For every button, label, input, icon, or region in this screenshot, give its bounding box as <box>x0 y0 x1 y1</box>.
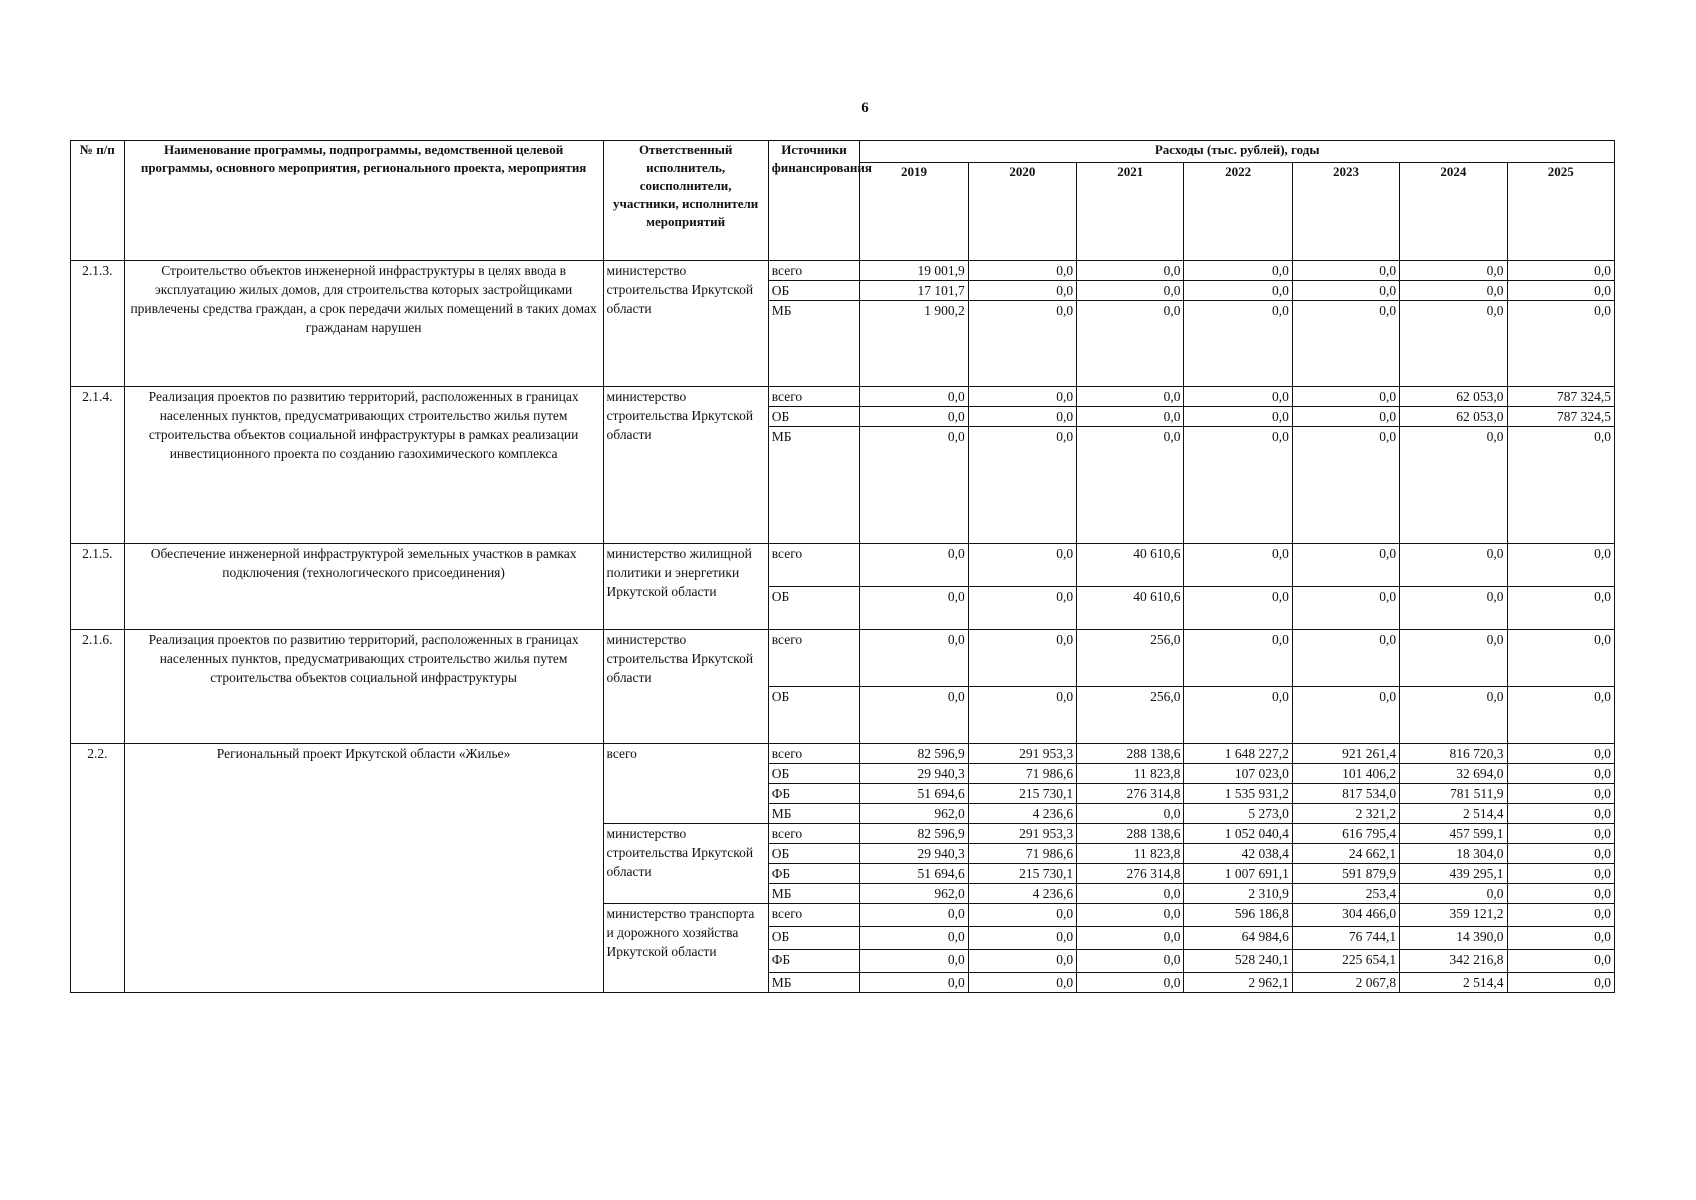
source-cell: ОБ <box>768 587 860 630</box>
value-cell: 0,0 <box>1507 630 1614 687</box>
value-cell: 0,0 <box>1077 884 1184 904</box>
value-cell: 0,0 <box>1507 281 1614 301</box>
value-cell: 0,0 <box>1292 261 1399 281</box>
value-cell: 0,0 <box>1077 950 1184 973</box>
value-cell: 616 795,4 <box>1292 824 1399 844</box>
value-cell: 0,0 <box>860 973 968 993</box>
value-cell: 0,0 <box>1077 407 1184 427</box>
value-cell: 0,0 <box>968 281 1076 301</box>
value-cell: 0,0 <box>968 387 1076 407</box>
value-cell: 0,0 <box>1292 301 1399 387</box>
value-cell: 0,0 <box>1507 950 1614 973</box>
value-cell: 0,0 <box>1077 387 1184 407</box>
row-executor: министерство транспорта и дорожного хозяйства Иркутской области <box>603 904 768 993</box>
row-number: 2.1.4. <box>71 387 125 544</box>
source-cell: МБ <box>768 973 860 993</box>
value-cell: 591 879,9 <box>1292 864 1399 884</box>
value-cell: 528 240,1 <box>1184 950 1292 973</box>
value-cell: 0,0 <box>1184 630 1292 687</box>
value-cell: 24 662,1 <box>1292 844 1399 864</box>
value-cell: 11 823,8 <box>1077 844 1184 864</box>
value-cell: 0,0 <box>1507 587 1614 630</box>
value-cell: 0,0 <box>1077 927 1184 950</box>
value-cell: 0,0 <box>860 544 968 587</box>
value-cell: 0,0 <box>1184 281 1292 301</box>
value-cell: 0,0 <box>968 687 1076 744</box>
value-cell: 0,0 <box>1507 261 1614 281</box>
value-cell: 0,0 <box>860 630 968 687</box>
source-cell: МБ <box>768 884 860 904</box>
value-cell: 0,0 <box>1507 744 1614 764</box>
value-cell: 0,0 <box>1507 904 1614 927</box>
value-cell: 0,0 <box>1507 784 1614 804</box>
value-cell: 0,0 <box>860 587 968 630</box>
header-year: 2020 <box>968 163 1076 261</box>
value-cell: 0,0 <box>1507 884 1614 904</box>
source-cell: ОБ <box>768 687 860 744</box>
value-cell: 51 694,6 <box>860 784 968 804</box>
source-cell: МБ <box>768 301 860 387</box>
value-cell: 18 304,0 <box>1400 844 1507 864</box>
value-cell: 0,0 <box>1292 387 1399 407</box>
source-cell: ОБ <box>768 927 860 950</box>
value-cell: 1 007 691,1 <box>1184 864 1292 884</box>
value-cell: 0,0 <box>1184 687 1292 744</box>
value-cell: 0,0 <box>1400 281 1507 301</box>
value-cell: 1 900,2 <box>860 301 968 387</box>
header-year: 2024 <box>1400 163 1507 261</box>
row-name: Реализация проектов по развитию территорий, расположенных в границах населенных пунктов, предусматривающих строительство жилья путем строительства объектов социальной инфраструктуры в рамках реализации инвестиционного проекта по созданию газохимического комплекса <box>124 387 603 544</box>
value-cell: 359 121,2 <box>1400 904 1507 927</box>
value-cell: 0,0 <box>860 904 968 927</box>
row-executor: министерство жилищной политики и энергетики Иркутской области <box>603 544 768 630</box>
value-cell: 0,0 <box>860 407 968 427</box>
row-name: Реализация проектов по развитию территорий, расположенных в границах населенных пунктов, предусматривающих строительство жилья путем строительства объектов социальной инфраструктуры <box>124 630 603 744</box>
value-cell: 0,0 <box>968 587 1076 630</box>
value-cell: 29 940,3 <box>860 764 968 784</box>
value-cell: 253,4 <box>1292 884 1399 904</box>
value-cell: 0,0 <box>1292 630 1399 687</box>
value-cell: 291 953,3 <box>968 824 1076 844</box>
value-cell: 0,0 <box>1507 824 1614 844</box>
row-number: 2.1.3. <box>71 261 125 387</box>
header-executor: Ответственный исполнитель, соисполнители, участники, исполнители мероприятий <box>603 141 768 261</box>
value-cell: 0,0 <box>1077 973 1184 993</box>
value-cell: 0,0 <box>1077 804 1184 824</box>
value-cell: 0,0 <box>1400 884 1507 904</box>
table-row <box>71 630 1615 687</box>
value-cell: 0,0 <box>1184 427 1292 544</box>
row-executor: министерство строительства Иркутской области <box>603 824 768 904</box>
value-cell: 225 654,1 <box>1292 950 1399 973</box>
value-cell: 51 694,6 <box>860 864 968 884</box>
value-cell: 2 321,2 <box>1292 804 1399 824</box>
value-cell: 304 466,0 <box>1292 904 1399 927</box>
value-cell: 2 514,4 <box>1400 973 1507 993</box>
header-name: Наименование программы, подпрограммы, ведомственной целевой программы, основного мероприятия, регионального проекта, мероприятия <box>124 141 603 261</box>
value-cell: 0,0 <box>860 427 968 544</box>
value-cell: 1 052 040,4 <box>1184 824 1292 844</box>
value-cell: 787 324,5 <box>1507 407 1614 427</box>
value-cell: 0,0 <box>1507 687 1614 744</box>
source-cell: МБ <box>768 427 860 544</box>
value-cell: 0,0 <box>1400 630 1507 687</box>
value-cell: 32 694,0 <box>1400 764 1507 784</box>
value-cell: 0,0 <box>1507 427 1614 544</box>
value-cell: 4 236,6 <box>968 884 1076 904</box>
value-cell: 0,0 <box>1292 587 1399 630</box>
value-cell: 0,0 <box>1077 261 1184 281</box>
value-cell: 0,0 <box>1292 427 1399 544</box>
value-cell: 17 101,7 <box>860 281 968 301</box>
header-year: 2021 <box>1077 163 1184 261</box>
value-cell: 0,0 <box>1507 301 1614 387</box>
source-cell: ФБ <box>768 784 860 804</box>
value-cell: 107 023,0 <box>1184 764 1292 784</box>
table-row <box>71 544 1615 587</box>
value-cell: 0,0 <box>1184 301 1292 387</box>
source-cell: ОБ <box>768 407 860 427</box>
source-cell: всего <box>768 387 860 407</box>
value-cell: 0,0 <box>1077 281 1184 301</box>
value-cell: 439 295,1 <box>1400 864 1507 884</box>
budget-table <box>70 140 1615 993</box>
value-cell: 596 186,8 <box>1184 904 1292 927</box>
value-cell: 101 406,2 <box>1292 764 1399 784</box>
value-cell: 64 984,6 <box>1184 927 1292 950</box>
value-cell: 62 053,0 <box>1400 407 1507 427</box>
value-cell: 0,0 <box>968 904 1076 927</box>
value-cell: 0,0 <box>968 973 1076 993</box>
value-cell: 62 053,0 <box>1400 387 1507 407</box>
source-cell: ОБ <box>768 764 860 784</box>
value-cell: 0,0 <box>1184 261 1292 281</box>
value-cell: 288 138,6 <box>1077 824 1184 844</box>
source-cell: всего <box>768 544 860 587</box>
value-cell: 0,0 <box>1292 281 1399 301</box>
value-cell: 1 535 931,2 <box>1184 784 1292 804</box>
header-sources: Источники финансирования <box>768 141 860 261</box>
source-cell: всего <box>768 261 860 281</box>
row-executor: министерство строительства Иркутской области <box>603 387 768 544</box>
value-cell: 342 216,8 <box>1400 950 1507 973</box>
value-cell: 71 986,6 <box>968 844 1076 864</box>
value-cell: 276 314,8 <box>1077 784 1184 804</box>
page-number: 6 <box>861 100 869 116</box>
value-cell: 0,0 <box>968 630 1076 687</box>
row-number: 2.1.5. <box>71 544 125 630</box>
value-cell: 0,0 <box>1507 927 1614 950</box>
value-cell: 82 596,9 <box>860 744 968 764</box>
row-name: Обеспечение инженерной инфраструктурой земельных участков в рамках подключения (технологического присоединения) <box>124 544 603 630</box>
value-cell: 2 067,8 <box>1292 973 1399 993</box>
value-cell: 0,0 <box>968 544 1076 587</box>
value-cell: 0,0 <box>860 687 968 744</box>
value-cell: 0,0 <box>1292 407 1399 427</box>
source-cell: МБ <box>768 804 860 824</box>
header-num: № п/п <box>71 141 125 261</box>
value-cell: 0,0 <box>1507 544 1614 587</box>
value-cell: 71 986,6 <box>968 764 1076 784</box>
source-cell: всего <box>768 744 860 764</box>
value-cell: 82 596,9 <box>860 824 968 844</box>
source-cell: ОБ <box>768 844 860 864</box>
row-executor: министерство строительства Иркутской области <box>603 261 768 387</box>
row-name: Региональный проект Иркутской области «Жилье» <box>124 744 603 993</box>
value-cell: 2 310,9 <box>1184 884 1292 904</box>
row-executor: министерство строительства Иркутской области <box>603 630 768 744</box>
value-cell: 0,0 <box>1507 844 1614 864</box>
table-row <box>71 261 1615 281</box>
value-cell: 816 720,3 <box>1400 744 1507 764</box>
row-number: 2.2. <box>71 744 125 993</box>
value-cell: 4 236,6 <box>968 804 1076 824</box>
value-cell: 0,0 <box>968 950 1076 973</box>
value-cell: 14 390,0 <box>1400 927 1507 950</box>
value-cell: 0,0 <box>1184 544 1292 587</box>
value-cell: 0,0 <box>1184 407 1292 427</box>
value-cell: 2 962,1 <box>1184 973 1292 993</box>
value-cell: 0,0 <box>860 927 968 950</box>
value-cell: 0,0 <box>1507 804 1614 824</box>
value-cell: 76 744,1 <box>1292 927 1399 950</box>
value-cell: 0,0 <box>860 387 968 407</box>
value-cell: 0,0 <box>860 950 968 973</box>
value-cell: 0,0 <box>1292 544 1399 587</box>
value-cell: 256,0 <box>1077 630 1184 687</box>
value-cell: 781 511,9 <box>1400 784 1507 804</box>
value-cell: 0,0 <box>1400 427 1507 544</box>
source-cell: всего <box>768 904 860 927</box>
value-cell: 29 940,3 <box>860 844 968 864</box>
value-cell: 40 610,6 <box>1077 587 1184 630</box>
table-row <box>71 387 1615 407</box>
value-cell: 0,0 <box>1077 301 1184 387</box>
header-year: 2023 <box>1292 163 1399 261</box>
table-row <box>71 744 1615 764</box>
value-cell: 0,0 <box>1400 261 1507 281</box>
value-cell: 0,0 <box>1184 587 1292 630</box>
source-cell: ОБ <box>768 281 860 301</box>
value-cell: 0,0 <box>1184 387 1292 407</box>
value-cell: 0,0 <box>968 927 1076 950</box>
header-year: 2019 <box>860 163 968 261</box>
value-cell: 19 001,9 <box>860 261 968 281</box>
value-cell: 0,0 <box>1507 973 1614 993</box>
value-cell: 457 599,1 <box>1400 824 1507 844</box>
value-cell: 5 273,0 <box>1184 804 1292 824</box>
value-cell: 962,0 <box>860 804 968 824</box>
table-body <box>71 261 1615 993</box>
header-year: 2022 <box>1184 163 1292 261</box>
source-cell: всего <box>768 824 860 844</box>
value-cell: 1 648 227,2 <box>1184 744 1292 764</box>
value-cell: 0,0 <box>1400 544 1507 587</box>
value-cell: 0,0 <box>1077 427 1184 544</box>
value-cell: 921 261,4 <box>1292 744 1399 764</box>
value-cell: 291 953,3 <box>968 744 1076 764</box>
value-cell: 0,0 <box>1400 587 1507 630</box>
header-year: 2025 <box>1507 163 1614 261</box>
value-cell: 787 324,5 <box>1507 387 1614 407</box>
value-cell: 0,0 <box>1400 301 1507 387</box>
value-cell: 0,0 <box>1077 904 1184 927</box>
value-cell: 42 038,4 <box>1184 844 1292 864</box>
value-cell: 0,0 <box>968 407 1076 427</box>
value-cell: 215 730,1 <box>968 864 1076 884</box>
value-cell: 817 534,0 <box>1292 784 1399 804</box>
value-cell: 0,0 <box>968 261 1076 281</box>
value-cell: 0,0 <box>1400 687 1507 744</box>
row-executor: всего <box>603 744 768 824</box>
row-number: 2.1.6. <box>71 630 125 744</box>
source-cell: ФБ <box>768 950 860 973</box>
value-cell: 288 138,6 <box>1077 744 1184 764</box>
value-cell: 0,0 <box>1507 764 1614 784</box>
value-cell: 215 730,1 <box>968 784 1076 804</box>
value-cell: 256,0 <box>1077 687 1184 744</box>
value-cell: 0,0 <box>968 301 1076 387</box>
value-cell: 276 314,8 <box>1077 864 1184 884</box>
source-cell: всего <box>768 630 860 687</box>
value-cell: 0,0 <box>968 427 1076 544</box>
value-cell: 40 610,6 <box>1077 544 1184 587</box>
value-cell: 0,0 <box>1292 687 1399 744</box>
table-header <box>71 141 1615 261</box>
value-cell: 2 514,4 <box>1400 804 1507 824</box>
value-cell: 11 823,8 <box>1077 764 1184 784</box>
value-cell: 0,0 <box>1507 864 1614 884</box>
header-expenses: Расходы (тыс. рублей), годы <box>860 141 1615 163</box>
value-cell: 962,0 <box>860 884 968 904</box>
row-name: Строительство объектов инженерной инфраструктуры в целях ввода в эксплуатацию жилых домов, для строительства которых застройщиками привлечены средства граждан, а срок передачи жилых помещений в таких домах гражданам нарушен <box>124 261 603 387</box>
source-cell: ФБ <box>768 864 860 884</box>
